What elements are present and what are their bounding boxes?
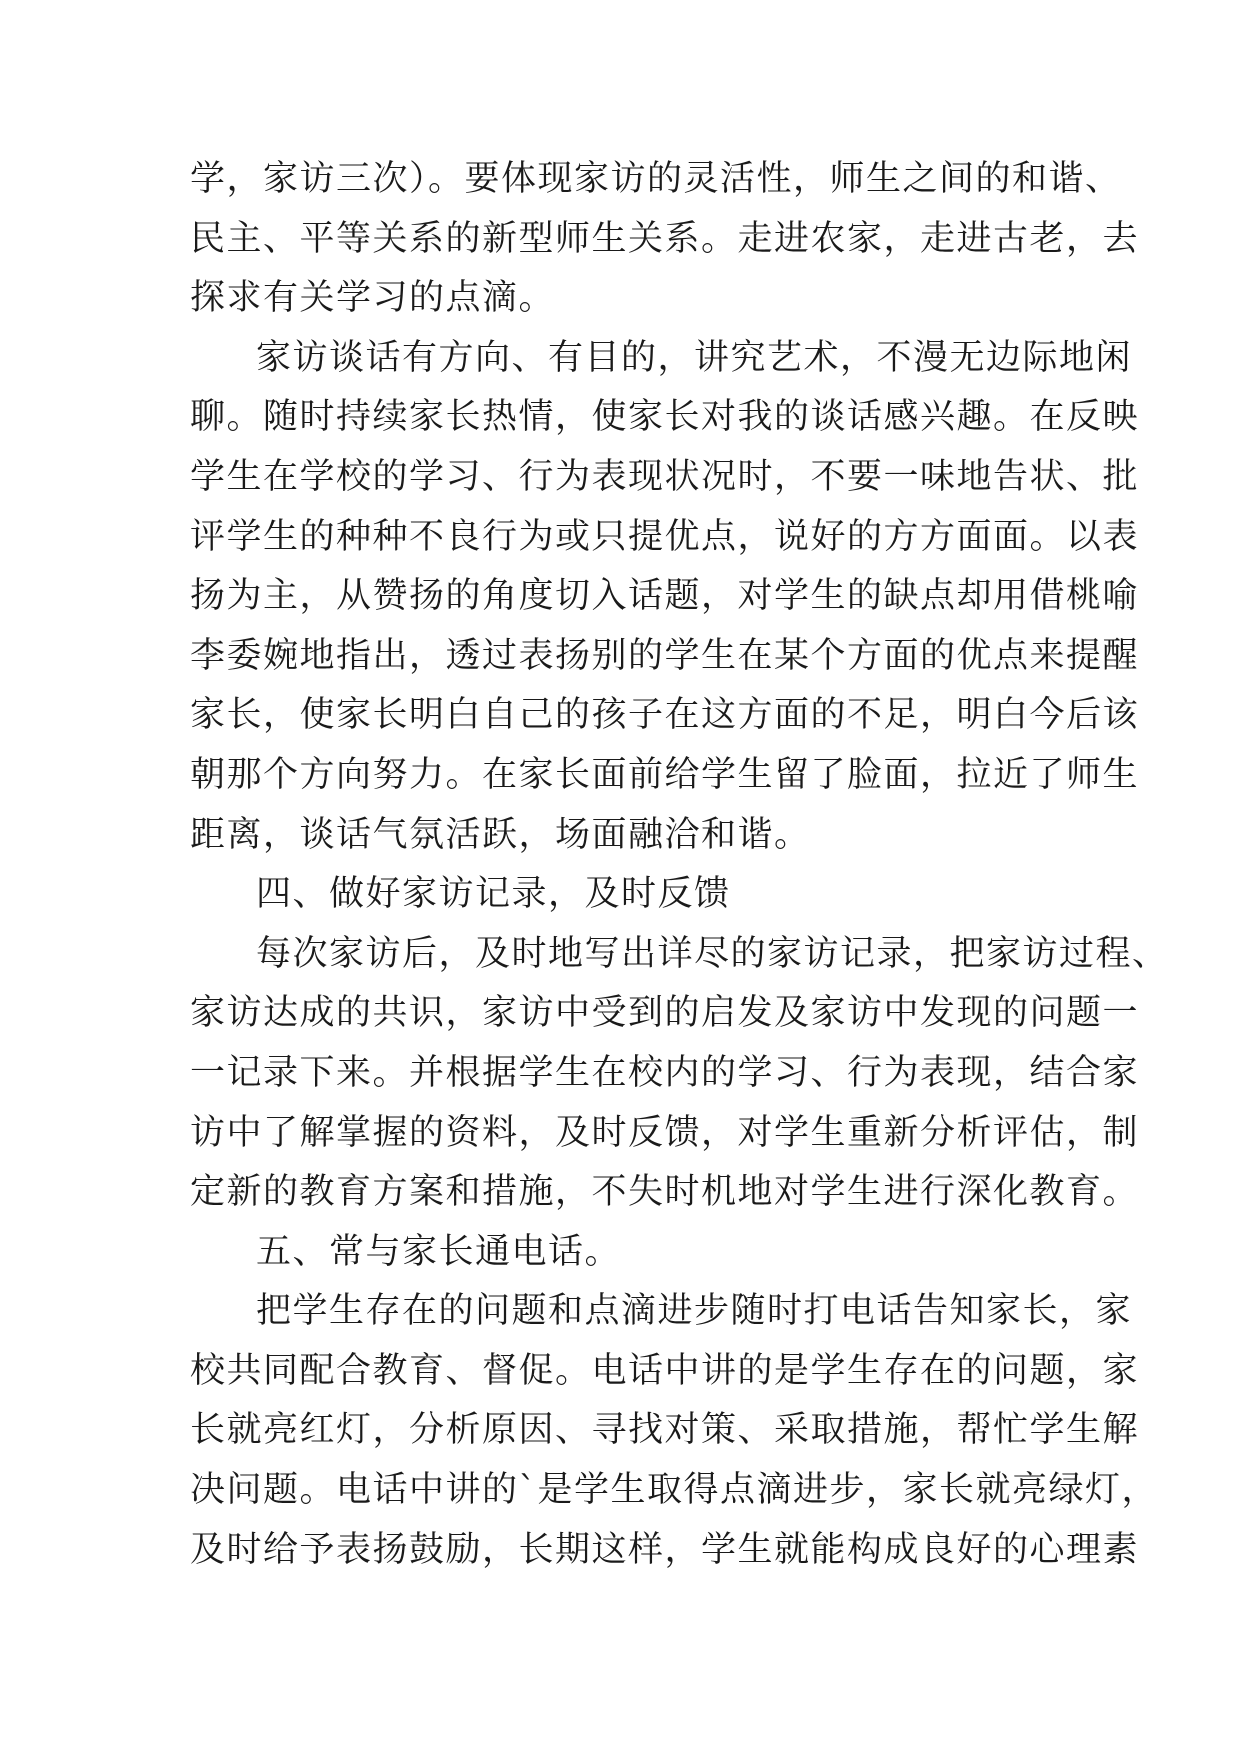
text-line: 家访达成的共识，家访中受到的启发及家访中发现的问题一 — [190, 993, 1140, 1034]
text-line: 学，家访三次）。要体现家访的灵活性，师生之间的和谐、 — [190, 159, 1122, 199]
text-line: 李委婉地指出，透过表扬别的学生在某个方面的优点来提醒 — [190, 635, 1140, 676]
text-line: 把学生存在的问题和点滴进步随时打电话告知家长，家 — [256, 1291, 1133, 1332]
section-heading: 五、常与家长通电话。 — [256, 1231, 622, 1272]
text-line: 访中了解掌握的资料，及时反馈，对学生重新分析评估，制 — [190, 1112, 1140, 1153]
text-line: 每次家访后，及时地写出详尽的家访记录，把家访过程、 — [256, 933, 1169, 974]
text-line: 民主、平等关系的新型师生关系。走进农家，走进古老，去 — [190, 218, 1140, 259]
text-line: 家访谈话有方向、有目的，讲究艺术，不漫无边际地闲 — [256, 337, 1133, 378]
document-body — [190, 150, 1169, 1580]
text-line: 聊。随时持续家长热情，使家长对我的谈话感兴趣。在反映 — [190, 397, 1140, 438]
text-line: 及时给予表扬鼓励，长期这样，学生就能构成良好的心理素 — [190, 1529, 1140, 1570]
text-line: 扬为主，从赞扬的角度切入话题，对学生的缺点却用借桃喻 — [190, 576, 1140, 617]
text-line: 校共同配合教育、督促。电话中讲的是学生存在的问题，家 — [190, 1350, 1140, 1391]
text-line: 朝那个方向努力。在家长面前给学生留了脸面，拉近了师生 — [190, 754, 1140, 795]
text-line: 长就亮红灯，分析原因、寻找对策、采取措施，帮忙学生解 — [190, 1410, 1140, 1451]
text-line: 探求有关学习的点滴。 — [190, 278, 556, 319]
text-line: 距离，谈话气氛活跃，场面融洽和谐。 — [190, 814, 811, 855]
text-line: 决问题。电话中讲的`是学生取得点滴进步，家长就亮绿灯， — [190, 1470, 1159, 1511]
text-line: 一记录下来。并根据学生在校内的学习、行为表现，结合家 — [190, 1052, 1140, 1093]
text-line: 定新的教育方案和措施，不失时机地对学生进行深化教育。 — [190, 1172, 1140, 1213]
text-line: 评学生的种种不良行为或只提优点，说好的方方面面。以表 — [190, 516, 1140, 557]
text-line: 学生在学校的学习、行为表现状况时，不要一味地告状、批 — [190, 456, 1140, 497]
section-heading: 四、做好家访记录，及时反馈 — [256, 874, 731, 915]
text-line: 家长，使家长明白自己的孩子在这方面的不足，明白今后该 — [190, 695, 1140, 736]
